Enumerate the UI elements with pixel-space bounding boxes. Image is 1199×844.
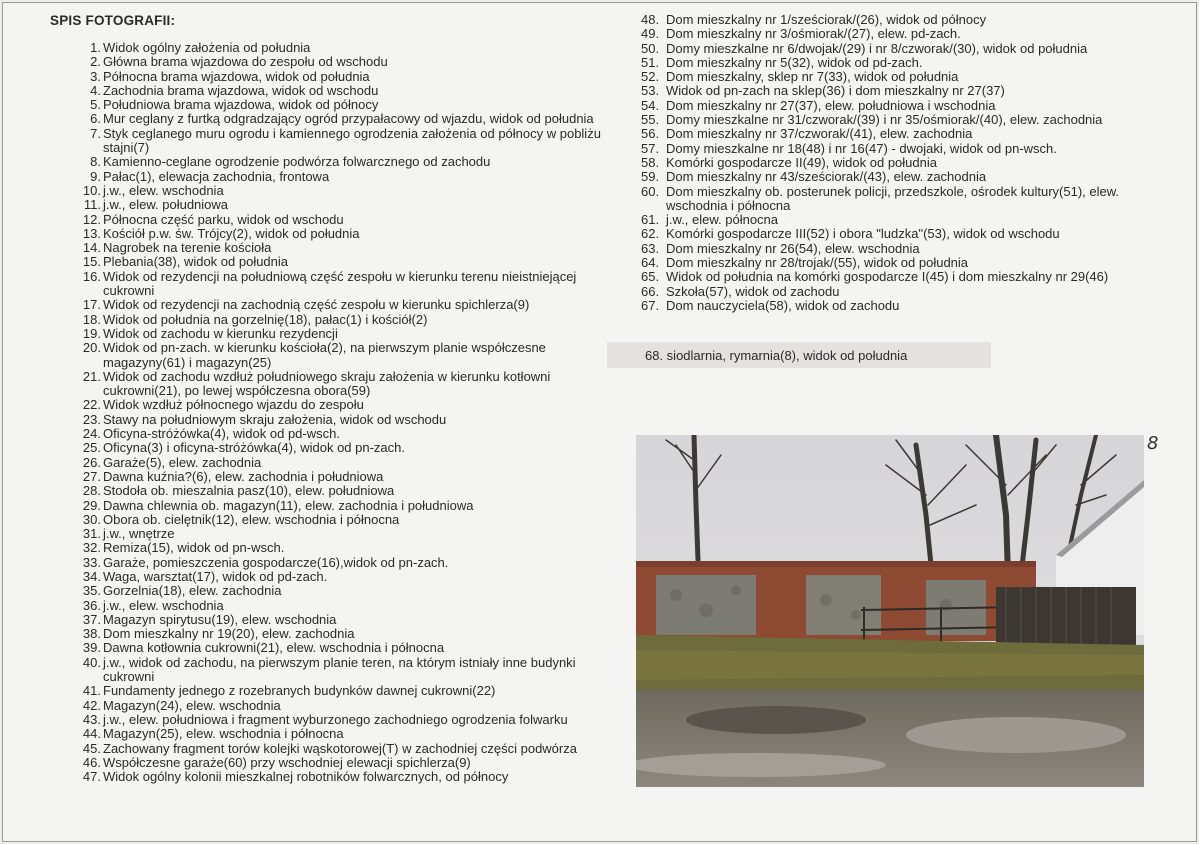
list-item [77,541,607,555]
item-text: j.w., widok od zachodu, na pierwszym planie teren, na którym istniały inne budynki cukrowni [103,654,576,685]
item-text: Północna brama wjazdowa, widok od południa [103,68,370,84]
item-text: Widok od południa na gorzelnię(18), pałac(1) i kościół(2) [103,311,428,327]
photo-list-right [641,13,1181,313]
list-item [77,398,607,412]
item-number: 25. [82,440,101,456]
item-number: 61. [641,212,660,228]
list-item [77,756,607,770]
item-number: 52. [641,69,660,85]
list-item [641,285,1181,299]
item-number: 4. [90,82,101,98]
item-text: Dawna kuźnia?(6), elew. zachodnia i południowa [103,468,384,484]
list-item [641,84,1181,98]
item-text: Widok od pn-zach na sklep(36) i dom mieszkalny nr 27(37) [666,83,1005,99]
photo-list-left [77,41,607,784]
item-number: 43. [82,711,101,727]
item-number: 63. [641,240,660,256]
item-text: j.w., elew. wschodnia [103,597,224,613]
item-number: 11. [83,197,101,213]
item-text: Kościół p.w. św. Trójcy(2), widok od południa [103,225,360,241]
list-item [77,98,607,112]
item-number: 40. [82,654,101,670]
item-number: 18. [82,311,101,327]
highlighted-list-entry: 68. siodlarnia, rymarnia(8), widok od południa [645,348,908,363]
item-number: 35. [82,583,101,599]
item-number: 12. [82,211,101,227]
list-item [77,298,607,312]
item-number: 65. [641,269,660,285]
item-number: 23. [82,411,101,427]
item-text: Domy mieszkalne nr 31/czworak/(39) i nr 35/ośmiorak/(40), elew. zachodnia [666,112,1103,128]
list-item [77,112,607,126]
item-number: 47. [82,769,101,785]
item-number: 1. [90,40,101,55]
item-text: Widok ogólny kolonii mieszkalnej robotników folwarcznych, od północy [103,769,509,785]
item-number: 13. [82,225,101,241]
list-item [77,70,607,84]
item-number: 34. [82,568,101,584]
item-number: 7. [90,125,101,141]
list-item [77,641,607,655]
item-text: Dom mieszkalny nr 5(32), widok od pd-zach. [666,54,923,70]
item-number: 64. [641,255,660,271]
item-text: Współczesne garaże(60) przy wschodniej elewacji spichlerza(9) [103,754,471,770]
item-number: 56. [641,126,660,142]
list-item [77,627,607,641]
list-item [641,56,1181,70]
item-number: 19. [82,325,101,341]
item-number: 38. [82,626,101,642]
item-number: 31. [82,526,101,542]
item-text: Magazyn(24), elew. wschodnia [103,697,281,713]
list-item [77,127,607,156]
item-text: Magazyn spirytusu(19), elew. wschodnia [103,611,337,627]
item-number: 5. [90,97,101,113]
item-number: 48. [641,12,660,27]
item-text: Dom nauczyciela(58), widok od zachodu [666,297,900,313]
photograph [636,435,1144,787]
item-number: 46. [82,754,101,770]
list-item [77,184,607,198]
item-text: Magazyn(25), elew. wschodnia i północna [103,726,344,742]
list-item [77,527,607,541]
list-item [641,127,1181,141]
item-number: 17. [82,297,101,313]
list-item [77,341,607,370]
item-number: 67. [641,297,660,313]
item-text: Pałac(1), elewacja zachodnia, frontowa [103,168,330,184]
item-text: Dom mieszkalny nr 37/czworak/(41), elew. zachodnia [666,126,973,142]
item-number: 54. [641,97,660,113]
list-item [641,299,1181,313]
item-number: 44. [82,726,101,742]
item-text: Widok od rezydencji na południową część zespołu w kierunku terenu nieistniejącej cukrowni [103,268,577,299]
item-text: Zachowany fragment torów kolejki wąskotorowej(T) w zachodniej części podwórza [103,740,577,756]
list-item [77,227,607,241]
item-text: Dom mieszkalny nr 43/sześciorak/(43), elew. zachodnia [666,169,987,185]
item-text: Dom mieszkalny nr 19(20), elew. zachodnia [103,626,355,642]
list-item [77,84,607,98]
item-number: 8. [90,154,101,170]
list-item [77,313,607,327]
list-item [77,327,607,341]
item-text: Gorzelnia(18), elew. zachodnia [103,583,282,599]
item-number: 39. [82,640,101,656]
item-number: 9. [90,168,101,184]
list-item [77,599,607,613]
item-number: 58. [641,154,660,170]
item-text: Dom mieszkalny nr 27(37), elew. południowa i wschodnia [666,97,996,113]
item-text: Remiza(15), widok od pn-wsch. [103,540,285,556]
item-number: 29. [82,497,101,513]
item-number: 55. [641,112,660,128]
item-number: 16. [82,268,101,284]
item-text: Szkoła(57), widok od zachodu [666,283,840,299]
item-text: Widok od pn-zach. w kierunku kościoła(2), na pierwszym planie współczesne magazyny(61) i magazyn(25) [103,340,546,370]
list-item [77,370,607,399]
item-number: 53. [641,83,660,99]
item-text: Nagrobek na terenie kościoła [103,240,272,256]
list-item [77,570,607,584]
list-item [77,770,607,784]
item-number: 42. [82,697,101,713]
list-item [77,713,607,727]
item-text: Zachodnia brama wjazdowa, widok od wschodu [103,82,379,98]
list-item [77,441,607,455]
list-item [77,727,607,741]
item-text: Stawy na południowym skraju założenia, widok od wschodu [103,411,447,427]
item-text: Północna część parku, widok od wschodu [103,211,344,227]
list-item [641,256,1181,270]
item-text: Widok od zachodu w kierunku rezydencji [103,325,338,341]
item-text: Widok od południa na komórki gospodarcze I(45) i dom mieszkalny nr 29(46) [666,269,1109,285]
list-item [77,213,607,227]
item-text: Południowa brama wjazdowa, widok od północy [103,97,379,113]
list-item [641,156,1181,170]
item-text: Komórki gospodarcze III(52) i obora "ludzka"(53), widok od wschodu [666,226,1060,242]
photo-number: 8 [1147,433,1159,454]
item-text: Dom mieszkalny nr 26(54), elew. wschodnia [666,240,920,256]
list-item [641,170,1181,184]
item-text: Oficyna-stróżówka(4), widok od pd-wsch. [103,426,340,442]
item-number: 49. [641,26,660,42]
item-number: 20. [82,340,101,356]
item-number: 10. [82,182,101,198]
item-number: 22. [82,397,101,413]
list-item [77,484,607,498]
list-item [77,198,607,212]
item-number: 32. [82,540,101,556]
list-item [641,142,1181,156]
document-page [2,2,1197,842]
list-item [641,42,1181,56]
list-item [641,270,1181,284]
item-text: Widok od zachodu wzdłuż południowego skraju założenia w kierunku kotłowni cukrowni(21), po lewej współczesna obora(59) [103,368,551,399]
item-number: 41. [82,683,101,699]
item-text: j.w., elew. południowa i fragment wyburzonego zachodniego ogrodzenia folwarku [103,711,568,727]
list-item [77,656,607,685]
list-item [77,684,607,698]
list-item [77,613,607,627]
list-item [77,55,607,69]
list-item [77,470,607,484]
item-text: Dom mieszkalny nr 1/sześciorak/(26), widok od północy [666,12,987,27]
list-item [77,456,607,470]
list-item [77,699,607,713]
item-text: Fundamenty jednego z rozebranych budynków dawnej cukrowni(22) [103,683,496,699]
item-number: 3. [90,68,101,84]
list-item [641,185,1181,214]
item-text: Dom mieszkalny nr 3/ośmiorak/(27), elew. pd-zach. [666,26,961,42]
list-item [77,270,607,299]
item-number: 66. [641,283,660,299]
item-text: Obora ob. cielętnik(12), elew. wschodnia i północna [103,511,400,527]
item-number: 15. [82,254,101,270]
item-number: 24. [82,426,101,442]
item-text: Główna brama wjazdowa do zespołu od wschodu [103,54,388,70]
list-item [77,742,607,756]
item-text: j.w., wnętrze [103,526,175,542]
item-text: Domy mieszkalne nr 6/dwojak/(29) i nr 8/czworak/(30), widok od południa [666,40,1088,56]
list-item [641,13,1181,27]
item-number: 37. [82,611,101,627]
item-text: Mur ceglany z furtką odgradzający ogród przypałacowy od wjazdu, widok od południa [103,111,594,127]
item-text: Oficyna(3) i oficyna-stróżówka(4), widok od pn-zach. [103,440,406,456]
item-number: 59. [641,169,660,185]
list-item [641,99,1181,113]
list-item [77,41,607,55]
item-text: Garaże, pomieszczenia gospodarcze(16),widok od pn-zach. [103,554,449,570]
list-item [77,155,607,169]
item-number: 57. [641,140,660,156]
item-number: 14. [82,240,101,256]
item-text: Dawna chlewnia ob. magazyn(11), elew. zachodnia i południowa [103,497,474,513]
list-item [77,427,607,441]
item-text: j.w., elew. południowa [103,197,229,213]
item-text: Widok wzdłuż północnego wjazdu do zespołu [103,397,364,413]
item-number: 30. [82,511,101,527]
item-number: 50. [641,40,660,56]
list-item [77,584,607,598]
list-item [641,113,1181,127]
item-number: 21. [82,368,101,384]
item-text: Widok od rezydencji na zachodnią część zespołu w kierunku spichlerza(9) [103,297,530,313]
item-text: Garaże(5), elew. zachodnia [103,454,262,470]
item-text: Komórki gospodarcze II(49), widok od południa [666,154,937,170]
item-text: Stodoła ob. mieszalnia pasz(10), elew. południowa [103,483,395,499]
list-item [77,241,607,255]
item-text: Dom mieszkalny, sklep nr 7(33), widok od południa [666,69,959,85]
list-item [77,255,607,269]
item-number: 60. [641,183,660,199]
list-item [77,556,607,570]
item-text: Styk ceglanego muru ogrodu i kamiennego ogrodzenia założenia od północy w pobliżu stajni(7) [103,125,601,156]
item-number: 2. [90,54,101,70]
item-number: 26. [82,454,101,470]
item-text: Kamienno-ceglane ogrodzenie podwórza folwarcznego od zachodu [103,154,491,170]
item-text: Widok ogólny założenia od południa [103,40,311,55]
item-number: 45. [82,740,101,756]
list-item [77,513,607,527]
list-item [77,170,607,184]
item-text: Plebania(38), widok od południa [103,254,289,270]
item-number: 33. [82,554,101,570]
item-number: 36. [82,597,101,613]
list-item [77,413,607,427]
item-text: j.w., elew. wschodnia [103,182,224,198]
item-number: 51. [641,54,660,70]
list-item [641,227,1181,241]
list-item [641,70,1181,84]
page-title: SPIS FOTOGRAFII: [50,13,176,28]
list-item [641,213,1181,227]
item-text: Waga, warsztat(17), widok od pd-zach. [103,568,328,584]
item-number: 62. [641,226,660,242]
list-item [641,27,1181,41]
item-number: 27. [82,468,101,484]
item-text: j.w., elew. północna [666,212,779,228]
item-number: 6. [90,111,101,127]
list-item [641,242,1181,256]
item-text: Dom mieszkalny ob. posterunek policji, przedszkole, ośrodek kultury(51), elew. wschodnia i północna [666,183,1120,213]
item-text: Dawna kotłownia cukrowni(21), elew. wschodnia i północna [103,640,445,656]
item-text: Domy mieszkalne nr 18(48) i nr 16(47) - dwojaki, widok od pn-wsch. [666,140,1057,156]
list-item [77,499,607,513]
item-text: Dom mieszkalny nr 28/trojak/(55), widok od południa [666,255,969,271]
item-number: 28. [82,483,101,499]
